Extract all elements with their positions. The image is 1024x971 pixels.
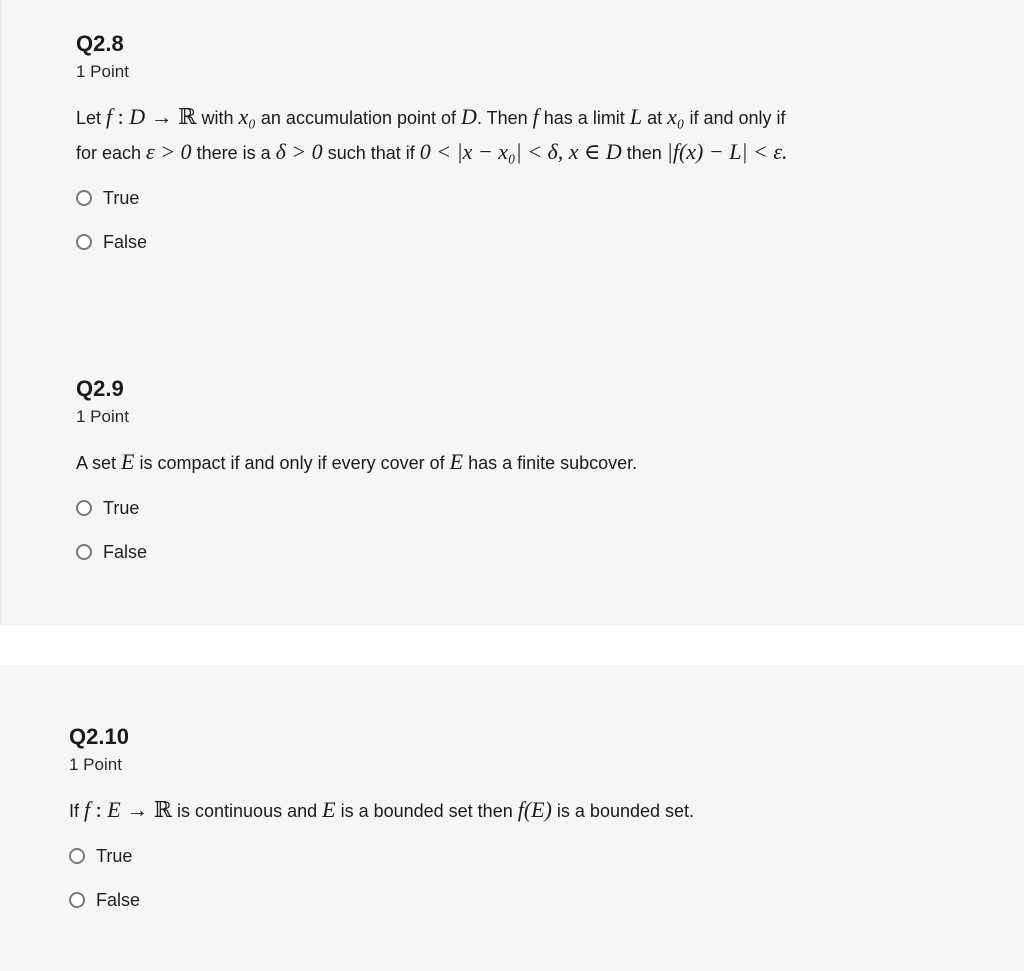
option-true[interactable]	[76, 486, 637, 530]
question-text-line-2: for each ε > 0 there is a δ > 0 such that if 0 < |x − x₀| < δ, x ∈ D then |f(x) − L| < ε.	[76, 139, 788, 164]
question-text: If f : E → ℝ is continuous and E is a bounded set then f(E) is a bounded set.	[69, 797, 695, 822]
answer-options	[69, 834, 694, 922]
radio-button[interactable]	[69, 892, 85, 908]
radio-button[interactable]	[76, 544, 92, 560]
option-label: True	[103, 497, 140, 518]
question-points: 1 Point	[76, 62, 129, 81]
radio-button[interactable]	[69, 848, 85, 864]
option-true[interactable]	[69, 834, 694, 878]
option-true[interactable]	[76, 176, 788, 220]
question-text	[76, 100, 788, 170]
question-text: A set E is compact if and only if every cover of E has a finite subcover.	[76, 449, 638, 474]
option-label: False	[96, 889, 141, 910]
answer-options	[76, 176, 788, 264]
radio-button[interactable]	[76, 190, 92, 206]
radio-button[interactable]	[76, 500, 92, 516]
option-false[interactable]	[76, 220, 788, 264]
radio-button[interactable]	[76, 234, 92, 250]
question-points: 1 Point	[69, 755, 122, 774]
question-q2-9	[76, 376, 637, 574]
option-label: True	[96, 845, 133, 866]
option-false[interactable]	[76, 530, 637, 574]
question-title: Q2.10	[69, 724, 129, 749]
option-label: True	[103, 187, 140, 208]
question-text-line-1: Let f : D → ℝ with x₀ an accumulation point of D. Then f has a limit L at x₀ if and only if	[76, 104, 786, 129]
question-q2-8	[76, 31, 788, 264]
answer-options	[76, 486, 637, 574]
option-false[interactable]	[69, 878, 694, 922]
question-points: 1 Point	[76, 407, 129, 426]
question-q2-10	[69, 724, 694, 922]
option-label: False	[103, 231, 148, 252]
option-label: False	[103, 541, 148, 562]
question-title: Q2.9	[76, 376, 124, 401]
question-title: Q2.8	[76, 31, 124, 56]
